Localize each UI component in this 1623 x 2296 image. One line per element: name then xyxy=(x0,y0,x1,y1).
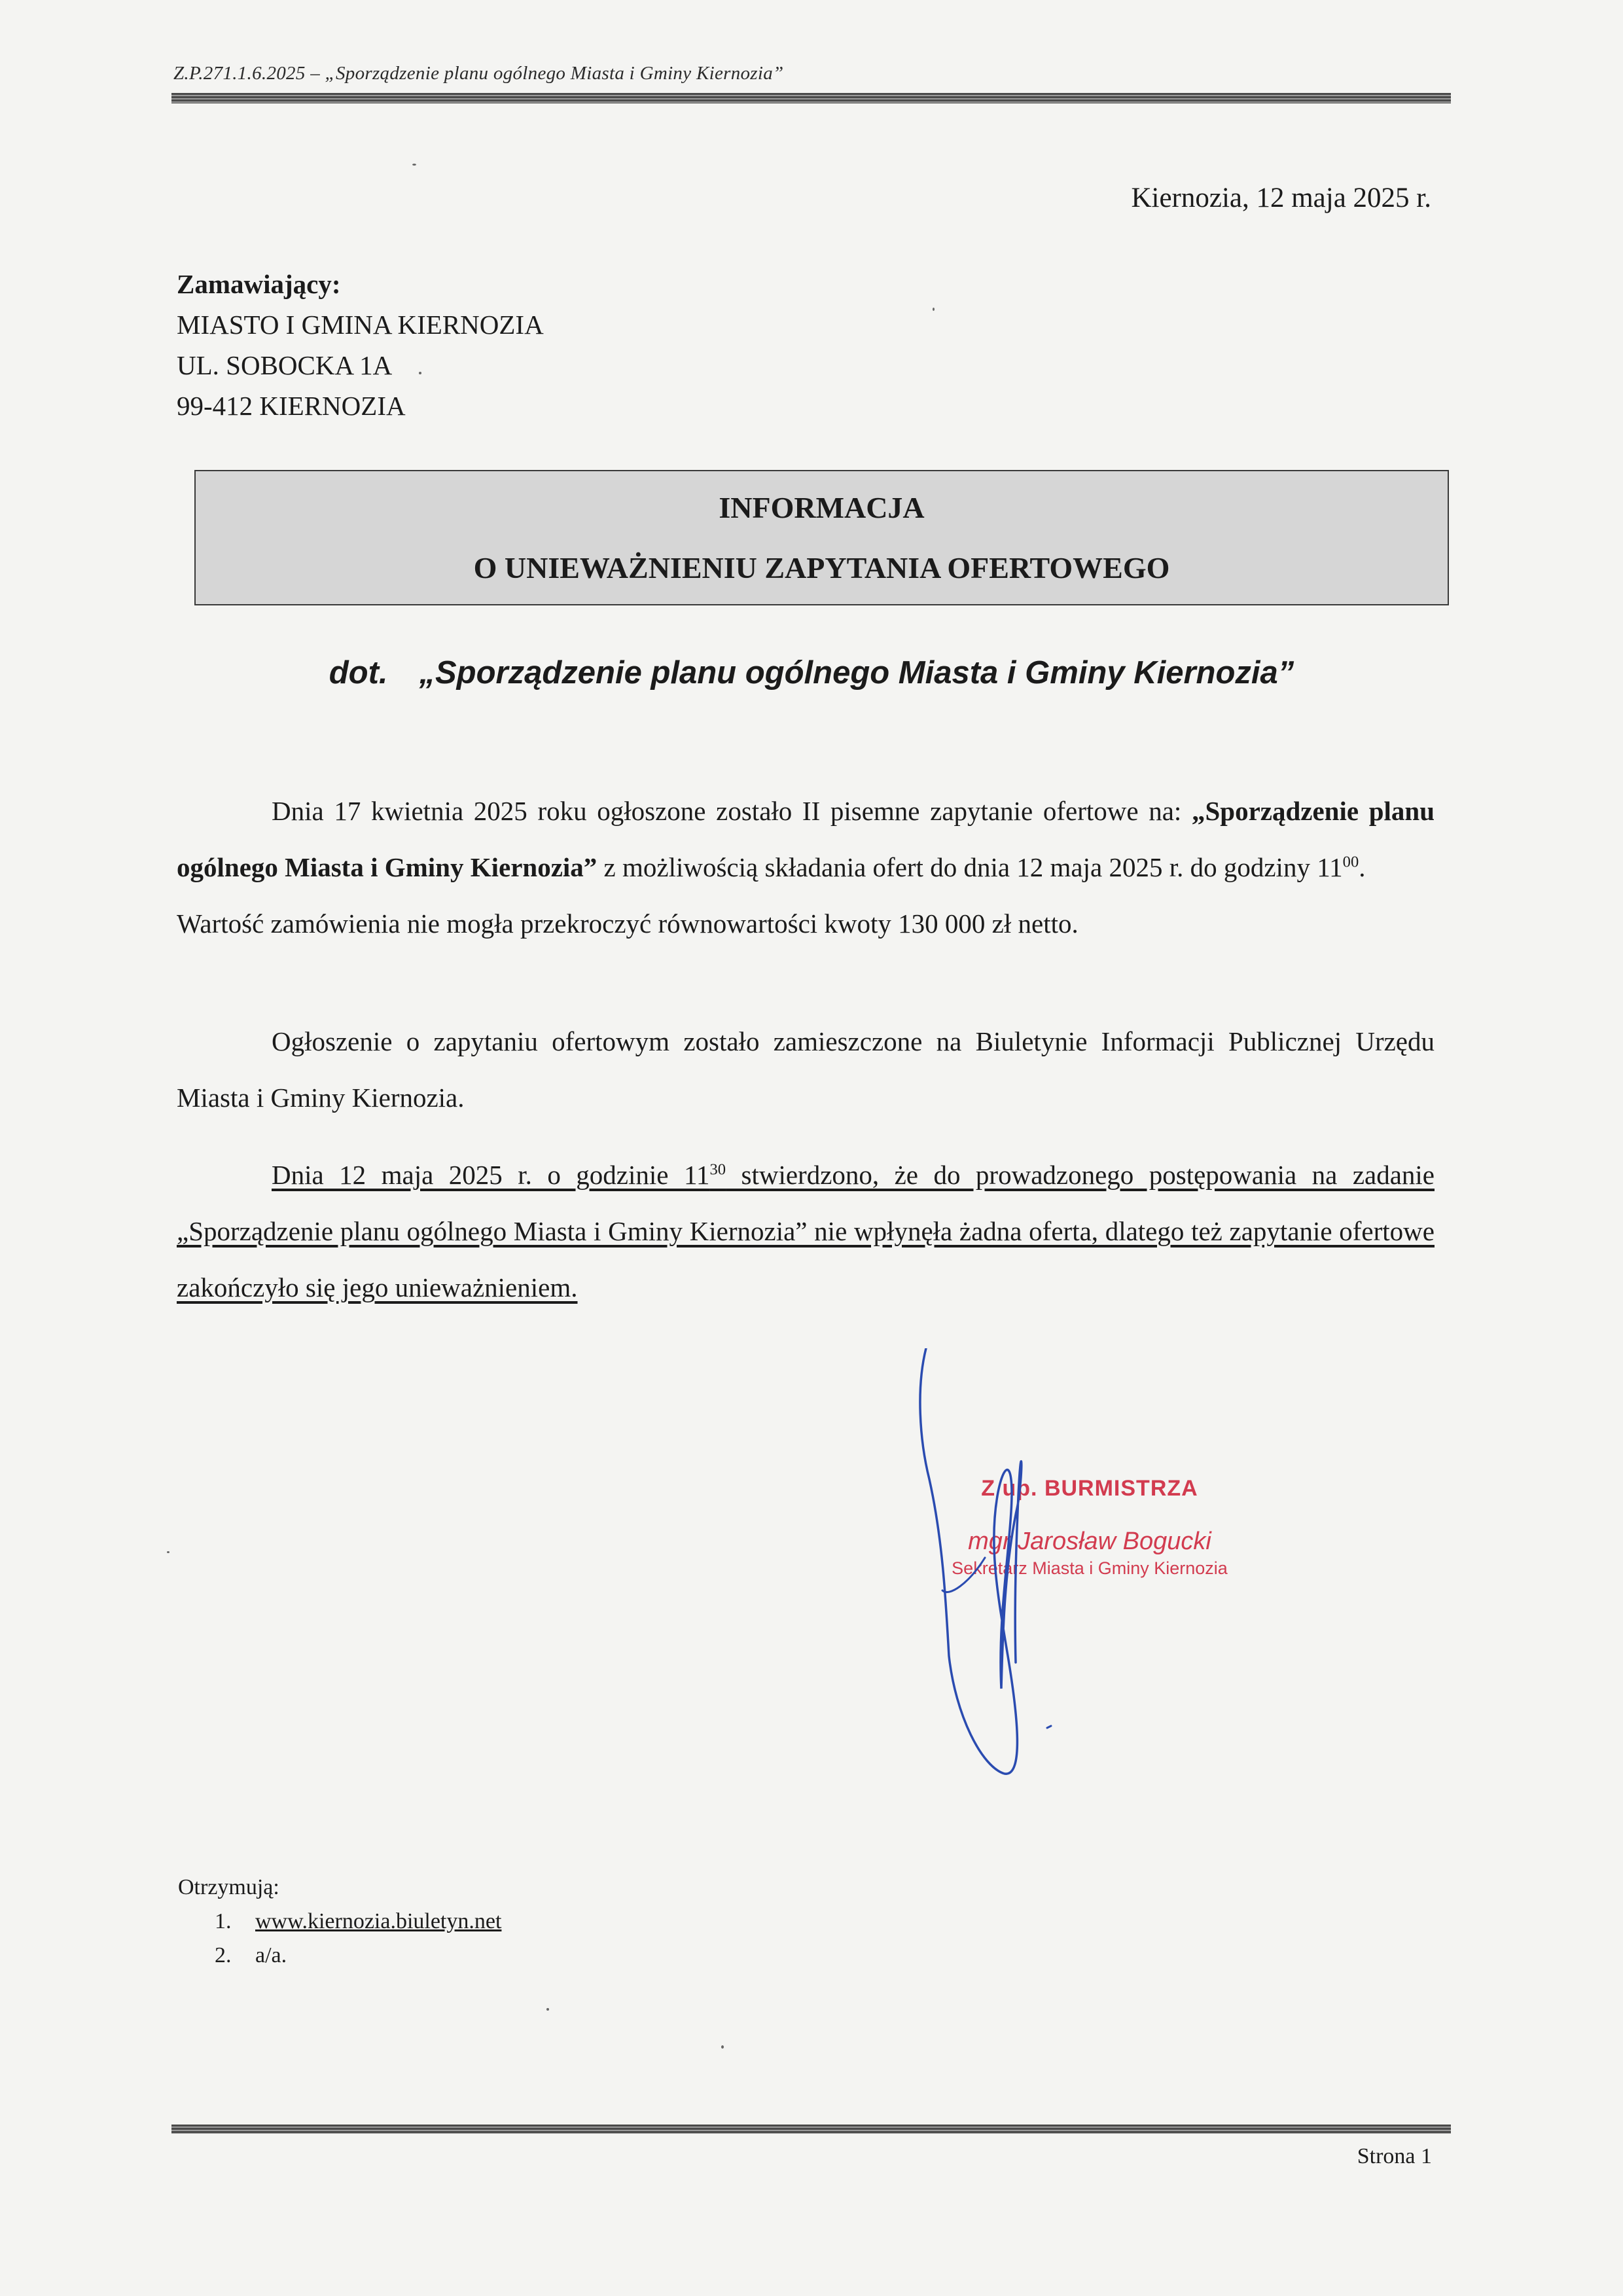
header-rule xyxy=(171,93,1451,103)
stamp-line1: Z up. BURMISTRZA xyxy=(981,1476,1198,1501)
recipient-item xyxy=(237,1905,501,1939)
page-number: Strona 1 xyxy=(1357,2144,1432,2168)
announcement-title: „Sporządzenie planu ogólnego Miasta i Gminy Kiernozia” xyxy=(177,796,1435,882)
stamp-line3: Sekretarz Miasta i Gminy Kiernozia xyxy=(952,1558,1228,1578)
scan-speck xyxy=(721,2045,724,2049)
scan-speck xyxy=(546,2008,549,2011)
orderer-address xyxy=(177,264,544,426)
orderer-city: 99-412 KIERNOZIA xyxy=(177,391,406,421)
publication-text: Ogłoszenie o zapytaniu ofertowym zostało zamieszczone na Biuletynie Informacji Publicznej Urzędu Miasta i Gminy Kiernozia. xyxy=(177,1026,1435,1113)
orderer-label: Zamawiający: xyxy=(177,269,341,299)
recipients-label: Otrzymują: xyxy=(178,1875,279,1899)
subject-text: „Sporządzenie planu ogólnego Miasta i Gminy Kiernozia” xyxy=(419,655,1294,691)
handwritten-signature xyxy=(870,1348,1237,1793)
recipient-archive: a/a. xyxy=(255,1943,287,1967)
deadline-minutes: 00 xyxy=(1342,853,1359,871)
announcement-end: . xyxy=(1359,852,1366,882)
paragraph-conclusion xyxy=(177,1147,1435,1316)
orderer-street: UL. SOBOCKA 1A xyxy=(177,350,393,380)
bip-link[interactable]: www.kiernozia.biuletyn.net xyxy=(255,1909,502,1933)
scan-speck xyxy=(933,308,935,311)
recipients-list xyxy=(178,1905,501,1973)
subject-prefix: dot. xyxy=(329,655,388,691)
document-reference: Z.P.271.1.6.2025 – „Sporządzenie planu ogólnego Miasta i Gminy Kiernozia” xyxy=(173,63,784,84)
conclusion-date: Dnia 12 maja 2025 r. o godzinie 11 xyxy=(272,1160,710,1190)
date-line: Kiernozia, 12 maja 2025 r. xyxy=(1131,183,1431,213)
scan-speck xyxy=(167,1551,169,1553)
scan-speck xyxy=(419,372,421,374)
order-value: Wartość zamówienia nie mogła przekroczyć równowartości kwoty 130 000 zł netto. xyxy=(177,908,1079,939)
conclusion-minutes: 30 xyxy=(709,1160,726,1179)
announcement-intro: Dnia 17 kwietnia 2025 roku ogłoszone zostało II pisemne zapytanie ofertowe na: xyxy=(272,796,1182,826)
scan-speck xyxy=(412,164,416,166)
paragraph-announcement xyxy=(177,783,1435,952)
footer-rule xyxy=(171,2125,1451,2134)
stamp-line2: mgr Jarosław Bogucki xyxy=(968,1528,1211,1555)
subject-line xyxy=(0,655,1623,691)
recipients-block xyxy=(178,1871,501,1973)
info-title-line1: INFORMACJA xyxy=(719,491,925,524)
orderer-name: MIASTO I GMINA KIERNOZIA xyxy=(177,310,544,340)
recipient-item xyxy=(237,1939,501,1973)
paragraph-publication xyxy=(177,1013,1435,1126)
info-title-box xyxy=(194,470,1449,605)
info-title-line2: O UNIEWAŻNIENIU ZAPYTANIA OFERTOWEGO xyxy=(473,551,1170,584)
conclusion-text: stwierdzono, że do prowadzonego postępowania na zadanie „Sporządzenie planu ogólnego Miasta i Gminy Kiernozia” nie wpłynęła żadna oferta, dlatego też zapytanie ofertowe zakończyło się jego unieważnieniem. xyxy=(177,1160,1435,1302)
announcement-deadline: z możliwością składania ofert do dnia 12 maja 2025 r. do godziny 11 xyxy=(597,852,1343,882)
